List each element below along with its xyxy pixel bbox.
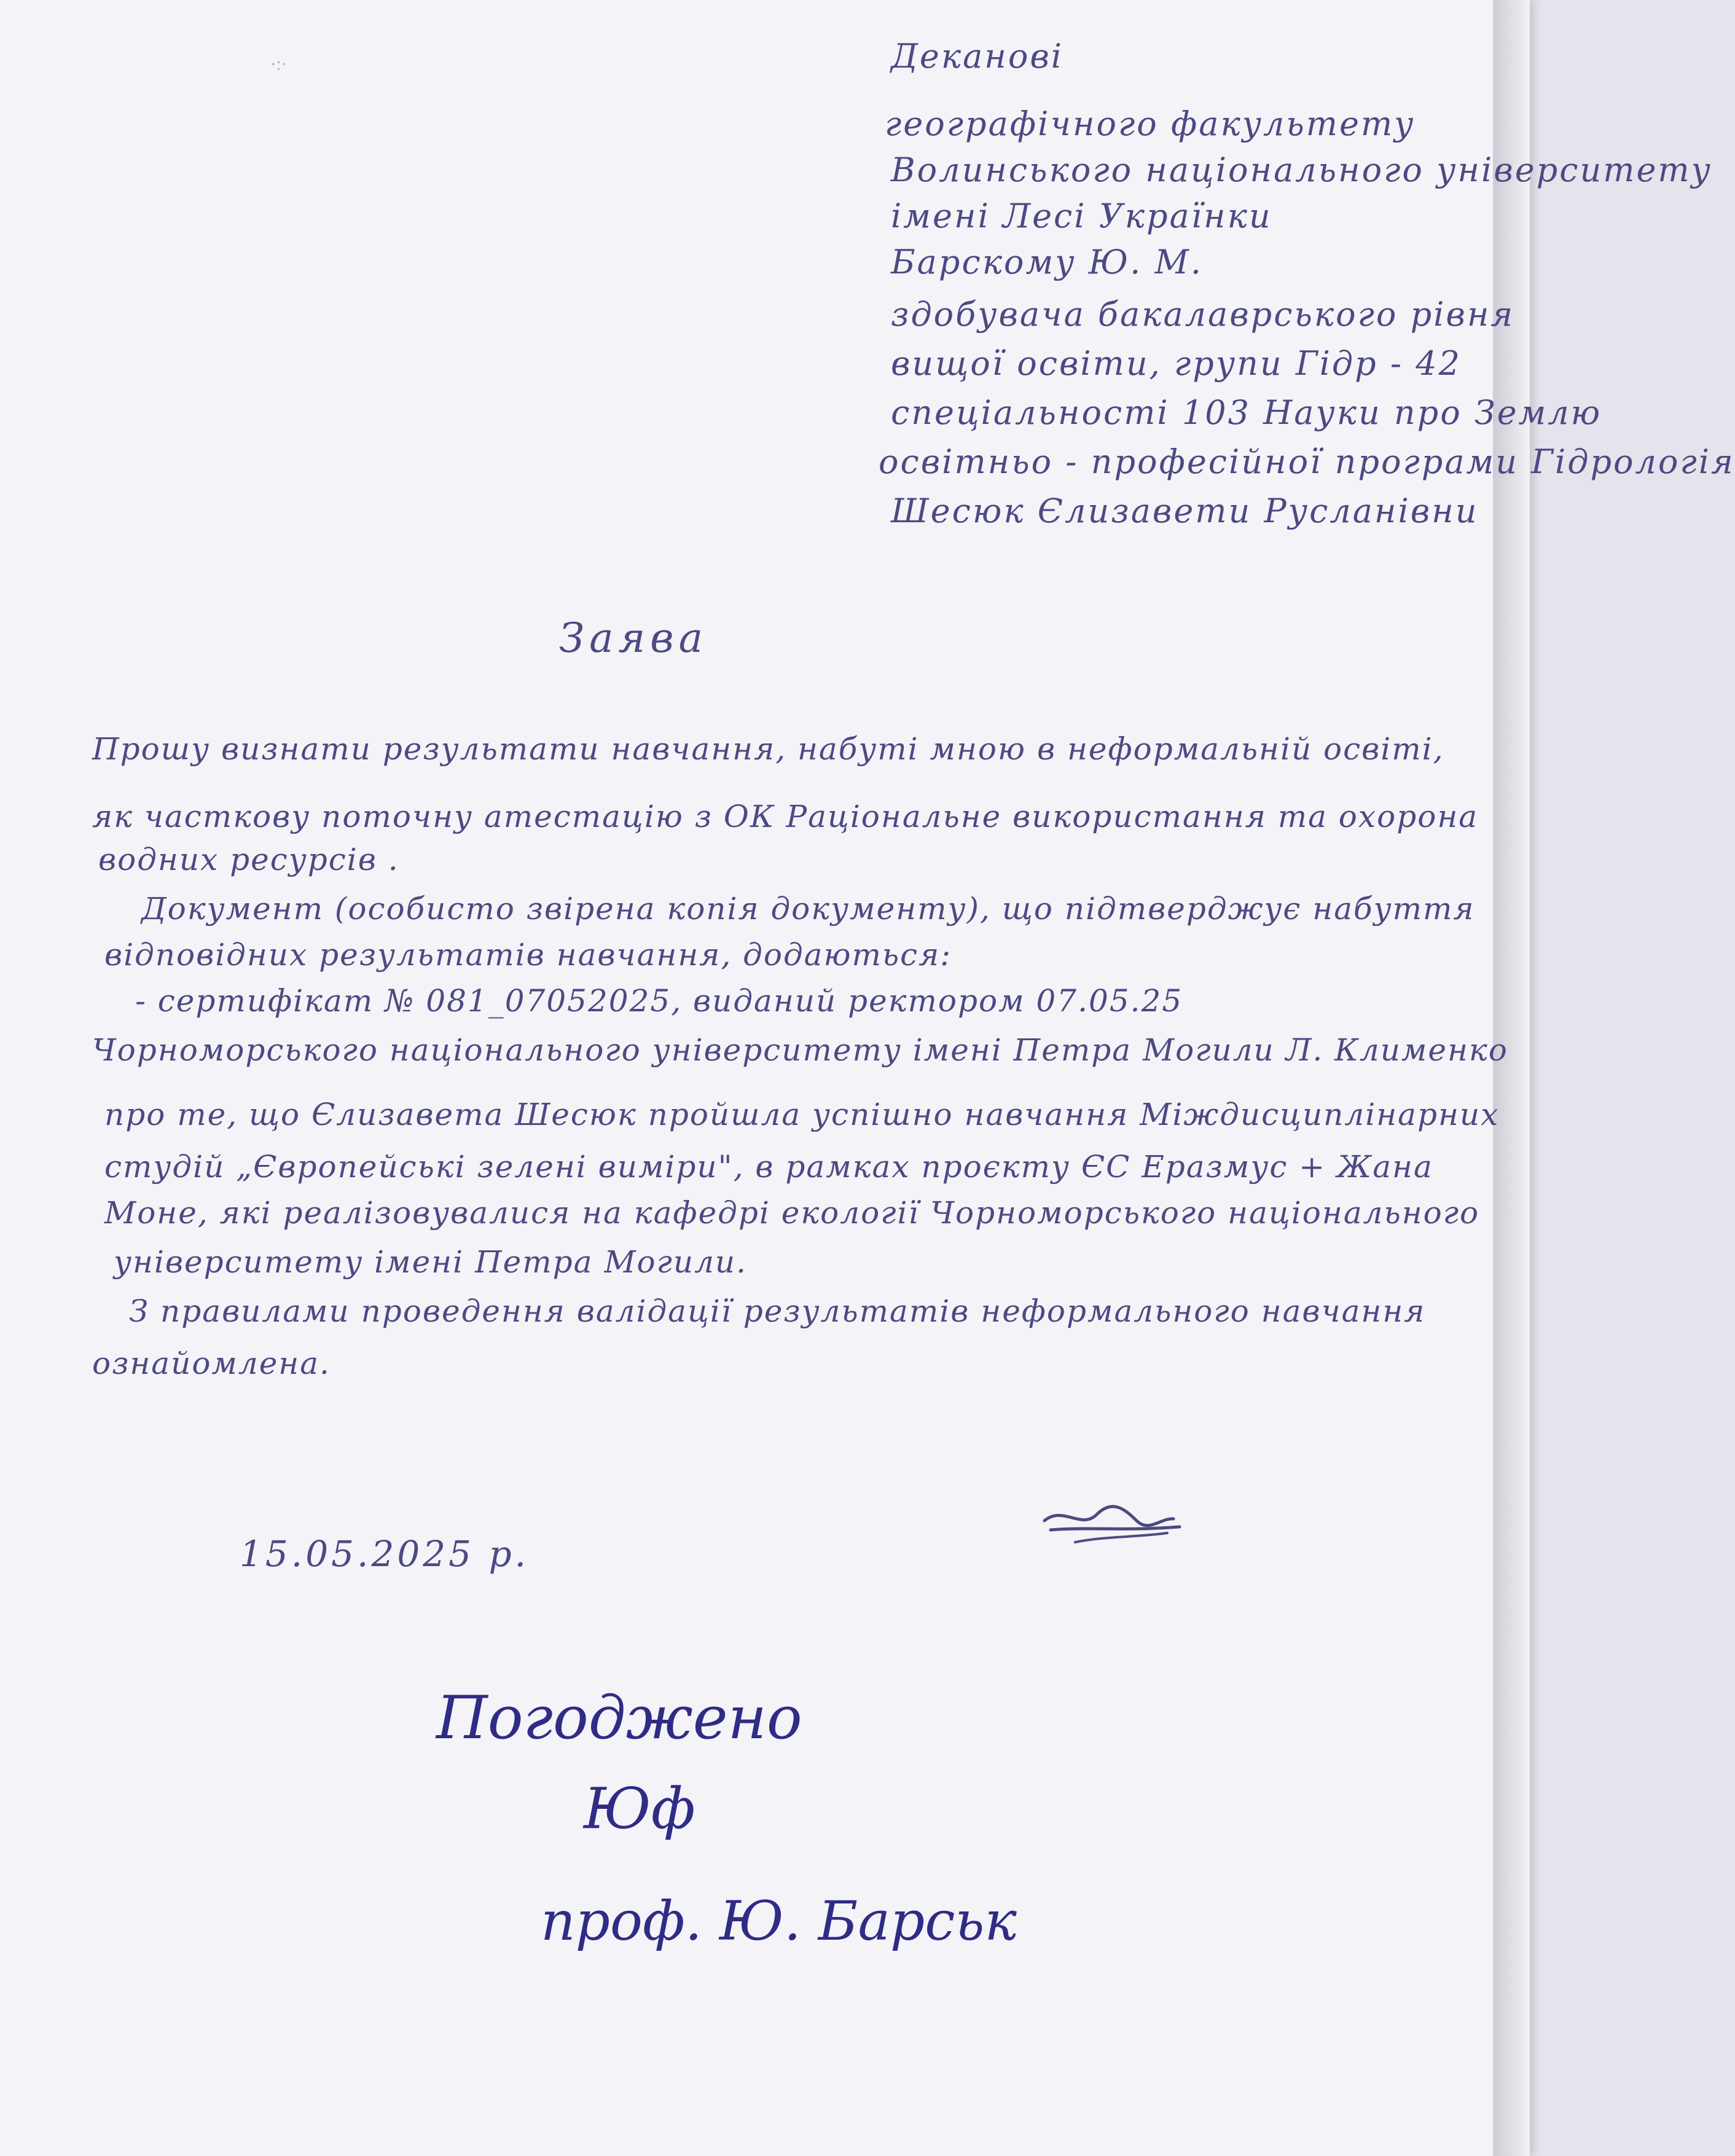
addressee-line: здобувача бакалаврського рівня bbox=[891, 295, 1515, 334]
addressee-line: імені Лесі Українки bbox=[891, 197, 1272, 235]
stray-ink-mark: ·:· bbox=[270, 54, 288, 74]
body-line: про те, що Єлизавета Шесюк пройшла успішно навчання Міждисциплінарних bbox=[104, 1097, 1500, 1132]
body-line: університету імені Петра Могили. bbox=[114, 1244, 748, 1280]
body-line: З правилами проведення валідації результатів неформального навчання bbox=[129, 1293, 1426, 1329]
application-date: 15.05.2025 р. bbox=[240, 1533, 530, 1575]
body-line: Чорноморського національного університету імені Петра Могили Л. Клименко bbox=[92, 1032, 1508, 1068]
approval-initials: Юф bbox=[584, 1776, 695, 1841]
document-title: Заява bbox=[559, 614, 708, 662]
addressee-line: Волинського національного університету bbox=[891, 151, 1712, 189]
addressee-line: Барскому Ю. М. bbox=[891, 243, 1203, 281]
addressee-line: вищої освіти, групи Гідр - 42 bbox=[891, 344, 1462, 383]
addressee-line: географічного факультету bbox=[885, 104, 1416, 143]
addressee-line: освітньо - професійної програми Гідрологія bbox=[879, 442, 1735, 481]
body-line: Документ (особисто звірена копія документу), що підтверджує набуття bbox=[141, 891, 1475, 927]
body-line: відповідних результатів навчання, додаються: bbox=[104, 937, 952, 973]
body-line: Прошу визнати результати навчання, набуті мною в неформальній освіті, bbox=[92, 731, 1444, 767]
approval-name: проф. Ю. Барськ bbox=[541, 1889, 1017, 1953]
addressee-line: Шесюк Єлизавети Русланівни bbox=[891, 492, 1479, 530]
body-line: студій „Європейські зелені виміри", в рамках проєкту ЄС Еразмус + Жана bbox=[104, 1149, 1433, 1185]
addressee-line: Деканові bbox=[891, 37, 1064, 76]
addressee-line: спеціальності 103 Науки про Землю bbox=[891, 393, 1602, 432]
body-line: водних ресурсів . bbox=[98, 842, 399, 877]
body-line: ознайомлена. bbox=[92, 1346, 331, 1381]
body-line: - сертифікат № 081_07052025, виданий ректором 07.05.25 bbox=[135, 983, 1183, 1019]
approval-agreed: Погоджено bbox=[436, 1684, 802, 1752]
body-line: як часткову поточну атестацію з ОК Раціональне використання та охорона bbox=[92, 799, 1479, 834]
body-line: Моне, які реалізовувалися на кафедрі екології Чорноморського національного bbox=[104, 1195, 1480, 1231]
